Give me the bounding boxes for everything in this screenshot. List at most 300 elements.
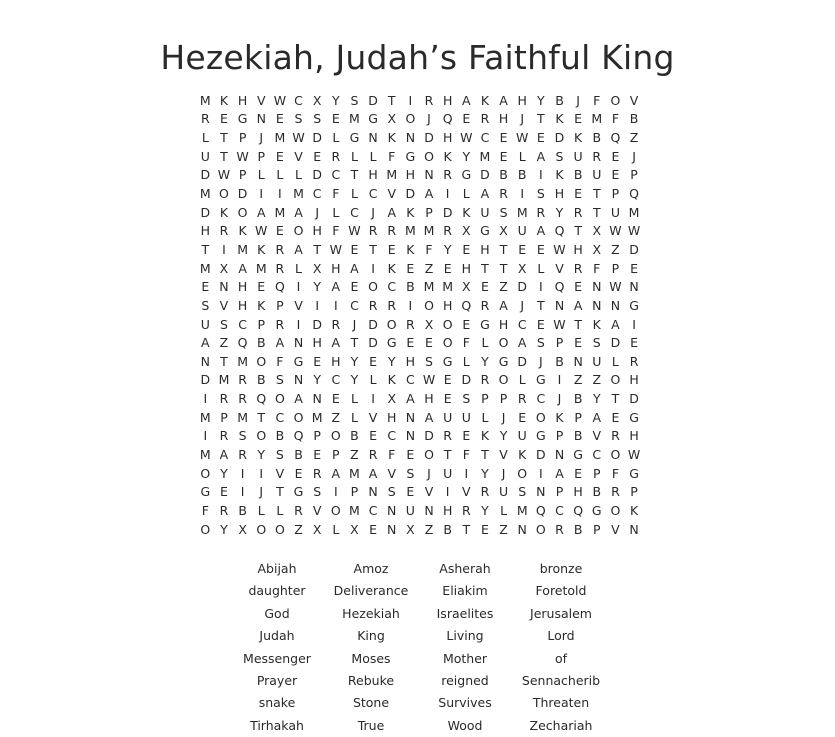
- word-list-item: Judah: [259, 628, 295, 644]
- grid-letter: E: [536, 241, 545, 257]
- grid-letter: U: [461, 409, 471, 425]
- grid-letter: C: [350, 297, 359, 313]
- grid-letter: X: [424, 316, 434, 332]
- grid-letter: D: [554, 130, 565, 146]
- grid-letter: F: [332, 223, 340, 239]
- grid-letter: O: [610, 502, 621, 518]
- grid-letter: O: [498, 372, 509, 388]
- grid-letter: O: [535, 409, 546, 425]
- grid-letter: K: [518, 446, 527, 462]
- grid-letter: S: [592, 335, 601, 351]
- grid-letter: T: [537, 111, 545, 127]
- grid-letter: G: [349, 130, 360, 146]
- grid-letter: X: [406, 521, 415, 537]
- grid-letter: G: [442, 353, 453, 369]
- grid-letter: O: [424, 446, 434, 462]
- grid-letter: F: [388, 446, 396, 462]
- grid-letter: I: [296, 316, 301, 332]
- word-list-item: God: [264, 605, 290, 621]
- grid-letter: I: [203, 391, 208, 407]
- grid-letter: S: [238, 428, 247, 444]
- grid-letter: L: [295, 260, 302, 276]
- grid-letter: K: [257, 241, 266, 257]
- grid-letter: B: [629, 111, 639, 127]
- grid-letter: U: [443, 409, 453, 425]
- grid-letter: H: [498, 316, 509, 332]
- grid-letter: B: [443, 521, 452, 537]
- word-list-item: Stone: [352, 695, 390, 711]
- grid-letter: B: [256, 335, 266, 351]
- grid-letter: E: [275, 223, 284, 239]
- grid-letter: E: [574, 186, 583, 202]
- grid-letter: I: [520, 186, 525, 202]
- grid-letter: R: [480, 111, 490, 127]
- grid-letter: V: [555, 260, 564, 276]
- grid-letter: R: [238, 446, 247, 462]
- grid-letter: M: [199, 260, 211, 276]
- grid-letter: G: [536, 372, 546, 388]
- grid-letter: B: [275, 428, 285, 444]
- grid-letter: B: [256, 372, 266, 388]
- grid-row: [196, 147, 644, 166]
- grid-letter: W: [609, 279, 622, 295]
- grid-letter: S: [406, 465, 415, 481]
- grid-letter: U: [200, 316, 210, 332]
- grid-letter: D: [610, 335, 621, 351]
- grid-letter: Y: [499, 428, 508, 444]
- grid-letter: T: [369, 241, 377, 257]
- grid-letter: K: [406, 204, 415, 220]
- grid-letter: B: [592, 484, 602, 500]
- grid-letter: Z: [573, 372, 583, 388]
- grid-letter: V: [312, 502, 322, 518]
- grid-letter: G: [480, 223, 490, 239]
- grid-letter: M: [423, 223, 435, 239]
- grid-letter: O: [200, 521, 211, 537]
- grid-letter: N: [387, 521, 397, 537]
- grid-letter: N: [200, 353, 210, 369]
- grid-letter: C: [294, 92, 303, 108]
- grid-letter: K: [406, 241, 415, 257]
- grid-letter: D: [312, 316, 322, 332]
- grid-letter: O: [237, 204, 248, 220]
- grid-letter: H: [442, 297, 453, 313]
- grid-letter: B: [573, 167, 583, 183]
- grid-letter: K: [555, 111, 564, 127]
- word-list-item: snake: [258, 695, 296, 711]
- grid-letter: K: [555, 167, 564, 183]
- grid-letter: D: [517, 279, 528, 295]
- grid-letter: M: [591, 111, 603, 127]
- word-list-item: Asherah: [439, 561, 491, 576]
- grid-letter: I: [333, 297, 338, 313]
- grid-letter: M: [218, 372, 230, 388]
- grid-letter: A: [555, 465, 564, 481]
- grid-letter: K: [574, 130, 583, 146]
- grid-letter: X: [387, 391, 397, 407]
- grid-letter: N: [405, 130, 416, 146]
- grid-letter: Z: [592, 372, 602, 388]
- grid-letter: H: [629, 372, 639, 388]
- word-list-item: Lord: [547, 628, 575, 644]
- grid-letter: E: [518, 409, 527, 425]
- grid-letter: H: [554, 186, 565, 202]
- grid-letter: Z: [350, 446, 359, 462]
- grid-letter: P: [257, 148, 266, 164]
- grid-letter: A: [517, 335, 527, 351]
- grid-letter: Z: [424, 521, 434, 537]
- grid-letter: D: [312, 130, 322, 146]
- grid-letter: N: [629, 279, 639, 295]
- grid-letter: N: [536, 484, 546, 500]
- grid-letter: Q: [629, 186, 639, 202]
- grid-letter: O: [610, 372, 621, 388]
- grid-letter: B: [294, 446, 303, 462]
- grid-letter: N: [405, 409, 416, 425]
- grid-letter: B: [555, 353, 564, 369]
- grid-letter: E: [443, 391, 452, 407]
- grid-letter: Y: [592, 391, 601, 407]
- grid-letter: C: [517, 316, 527, 332]
- grid-letter: V: [368, 409, 378, 425]
- grid-letter: M: [199, 409, 211, 425]
- grid-letter: N: [405, 428, 416, 444]
- grid-letter: F: [593, 260, 601, 276]
- grid-letter: R: [368, 297, 378, 313]
- grid-letter: B: [350, 428, 359, 444]
- word-list-item: Hezekiah: [342, 605, 400, 621]
- grid-letter: E: [480, 521, 489, 537]
- grid-letter: F: [332, 186, 340, 202]
- grid-letter: A: [536, 223, 546, 239]
- grid-letter: V: [424, 484, 434, 500]
- grid-letter: F: [593, 92, 601, 108]
- grid-letter: S: [555, 148, 564, 164]
- grid-letter: D: [237, 186, 248, 202]
- grid-letter: O: [405, 111, 416, 127]
- grid-letter: S: [201, 297, 210, 313]
- grid-letter: M: [274, 130, 286, 146]
- grid-letter: T: [462, 521, 471, 537]
- grid-letter: R: [480, 372, 490, 388]
- grid-letter: K: [257, 297, 266, 313]
- grid-letter: M: [423, 279, 435, 295]
- grid-letter: E: [331, 111, 340, 127]
- grid-letter: B: [406, 279, 415, 295]
- grid-letter: T: [574, 223, 582, 239]
- grid-letter: A: [499, 297, 508, 313]
- grid-letter: U: [498, 484, 509, 500]
- grid-letter: I: [259, 465, 264, 481]
- grid-letter: K: [219, 204, 229, 220]
- grid-letter: O: [200, 465, 211, 481]
- grid-letter: I: [539, 167, 543, 183]
- word-list-item: Rebuke: [347, 672, 395, 688]
- grid-letter: M: [349, 465, 360, 481]
- grid-letter: L: [350, 148, 358, 164]
- grid-letter: N: [368, 484, 378, 500]
- grid-letter: H: [424, 391, 434, 407]
- grid-letter: A: [368, 465, 378, 481]
- grid-letter: H: [442, 130, 453, 146]
- grid-letter: X: [499, 223, 508, 239]
- grid-letter: O: [368, 279, 378, 295]
- grid-letter: D: [368, 92, 378, 108]
- letter-grid: [196, 91, 644, 538]
- grid-letter: F: [276, 353, 284, 369]
- grid-letter: C: [368, 186, 378, 202]
- grid-letter: C: [368, 502, 378, 518]
- grid-letter: E: [574, 111, 583, 127]
- grid-letter: A: [201, 335, 210, 351]
- grid-letter: H: [331, 260, 341, 276]
- grid-letter: O: [256, 521, 267, 537]
- grid-letter: T: [276, 484, 284, 500]
- grid-letter: H: [331, 353, 341, 369]
- grid-letter: O: [498, 335, 509, 351]
- grid-letter: N: [368, 130, 378, 146]
- grid-letter: C: [350, 204, 359, 220]
- grid-letter: I: [296, 279, 301, 295]
- grid-letter: P: [313, 428, 321, 444]
- grid-letter: B: [573, 521, 583, 537]
- grid-letter: N: [573, 353, 583, 369]
- grid-letter: J: [259, 484, 264, 500]
- grid-letter: I: [371, 260, 375, 276]
- grid-letter: W: [255, 223, 268, 239]
- grid-letter: E: [462, 316, 471, 332]
- grid-letter: E: [406, 260, 415, 276]
- grid-letter: U: [443, 465, 453, 481]
- grid-letter: M: [293, 186, 304, 202]
- page-title: Hezekiah, Judah’s Faithful King: [160, 38, 675, 77]
- grid-letter: R: [443, 428, 452, 444]
- grid-letter: U: [573, 148, 583, 164]
- grid-letter: A: [331, 465, 341, 481]
- grid-letter: F: [425, 241, 433, 257]
- grid-letter: M: [199, 92, 211, 108]
- grid-letter: E: [369, 353, 378, 369]
- grid-letter: I: [315, 297, 319, 313]
- grid-letter: W: [348, 223, 361, 239]
- grid-letter: O: [535, 521, 546, 537]
- grid-letter: Q: [554, 279, 565, 295]
- grid-letter: Y: [481, 502, 489, 518]
- grid-letter: O: [293, 409, 304, 425]
- grid-letter: A: [406, 391, 415, 407]
- grid-letter: A: [350, 260, 359, 276]
- grid-letter: K: [219, 92, 229, 108]
- grid-letter: V: [611, 521, 620, 537]
- grid-letter: G: [368, 111, 378, 127]
- grid-letter: X: [312, 92, 322, 108]
- grid-letter: R: [461, 502, 471, 518]
- grid-letter: S: [313, 484, 322, 500]
- grid-letter: E: [406, 335, 415, 351]
- grid-letter: D: [480, 167, 490, 183]
- grid-letter: J: [520, 297, 525, 313]
- grid-letter: D: [517, 353, 528, 369]
- grid-letter: S: [387, 484, 396, 500]
- grid-letter: E: [499, 130, 508, 146]
- grid-letter: N: [610, 297, 621, 313]
- grid-letter: R: [368, 223, 378, 239]
- grid-letter: E: [462, 241, 471, 257]
- grid-letter: E: [275, 111, 284, 127]
- grid-letter: H: [237, 297, 248, 313]
- grid-letter: B: [573, 391, 583, 407]
- word-list-item: Abijah: [257, 561, 297, 576]
- grid-letter: D: [424, 428, 434, 444]
- grid-letter: O: [219, 186, 229, 202]
- grid-letter: G: [237, 111, 248, 127]
- grid-letter: T: [574, 316, 582, 332]
- grid-letter: Y: [350, 353, 359, 369]
- grid-letter: M: [442, 279, 454, 295]
- grid-letter: G: [591, 502, 602, 518]
- grid-letter: E: [369, 521, 378, 537]
- grid-letter: L: [462, 353, 470, 369]
- word-list-item: King: [357, 628, 385, 644]
- grid-letter: P: [238, 130, 247, 146]
- grid-letter: R: [331, 148, 341, 164]
- word-list-item: Zechariah: [529, 717, 593, 733]
- word-list-item: Threaten: [532, 695, 590, 711]
- grid-letter: U: [200, 148, 210, 164]
- word-list-item: Living: [446, 628, 484, 644]
- grid-letter: V: [256, 92, 266, 108]
- grid-letter: H: [200, 223, 211, 239]
- grid-letter: M: [199, 446, 211, 462]
- grid-letter: N: [312, 391, 322, 407]
- grid-letter: N: [219, 279, 229, 295]
- grid-letter: E: [536, 130, 545, 146]
- grid-letter: M: [404, 223, 416, 239]
- grid-letter: C: [387, 428, 397, 444]
- grid-letter: J: [539, 353, 543, 369]
- grid-letter: M: [199, 186, 211, 202]
- grid-letter: W: [460, 130, 473, 146]
- grid-letter: Y: [387, 353, 396, 369]
- word-list-item: daughter: [248, 583, 306, 599]
- word-list-item: bronze: [539, 561, 583, 576]
- grid-letter: A: [238, 260, 247, 276]
- grid-letter: Y: [481, 465, 489, 481]
- grid-letter: P: [611, 260, 620, 276]
- grid-letter: A: [499, 92, 508, 108]
- grid-letter: X: [312, 521, 322, 537]
- grid-letter: D: [200, 167, 211, 183]
- grid-letter: E: [201, 279, 210, 295]
- word-list-item: Messenger: [243, 650, 311, 666]
- grid-letter: B: [499, 167, 508, 183]
- grid-letter: L: [481, 409, 489, 425]
- grid-letter: R: [592, 148, 602, 164]
- grid-letter: H: [573, 241, 583, 257]
- grid-letter: R: [238, 391, 247, 407]
- grid-letter: X: [387, 111, 397, 127]
- grid-letter: R: [294, 502, 303, 518]
- grid-letter: M: [479, 148, 491, 164]
- grid-letter: H: [517, 92, 527, 108]
- grid-letter: T: [443, 446, 452, 462]
- grid-letter: E: [220, 111, 228, 127]
- grid-letter: E: [425, 335, 433, 351]
- grid-letter: Z: [294, 521, 303, 537]
- grid-letter: B: [573, 428, 583, 444]
- grid-letter: I: [371, 391, 375, 407]
- grid-letter: P: [630, 484, 638, 500]
- grid-letter: P: [593, 521, 601, 537]
- grid-letter: R: [555, 521, 564, 537]
- grid-letter: T: [611, 391, 620, 407]
- grid-letter: D: [368, 316, 378, 332]
- grid-letter: O: [442, 335, 453, 351]
- grid-letter: U: [517, 223, 527, 239]
- grid-letter: Y: [313, 372, 321, 388]
- grid-letter: H: [237, 92, 248, 108]
- grid-letter: J: [632, 148, 636, 164]
- grid-letter: L: [350, 391, 358, 407]
- grid-letter: A: [275, 335, 285, 351]
- grid-letter: T: [481, 446, 489, 462]
- grid-letter: J: [501, 465, 506, 481]
- grid-letter: E: [443, 372, 452, 388]
- grid-letter: Q: [237, 335, 248, 351]
- grid-letter: N: [424, 502, 434, 518]
- word-list-item: True: [357, 717, 385, 733]
- grid-letter: T: [481, 260, 489, 276]
- grid-letter: S: [219, 316, 228, 332]
- grid-letter: E: [220, 484, 228, 500]
- grid-row: [196, 501, 644, 520]
- grid-letter: R: [629, 353, 639, 369]
- grid-letter: E: [574, 279, 583, 295]
- grid-letter: G: [629, 409, 639, 425]
- grid-letter: R: [275, 241, 285, 257]
- grid-letter: N: [256, 111, 266, 127]
- grid-letter: D: [200, 204, 211, 220]
- grid-letter: S: [462, 391, 471, 407]
- grid-letter: R: [573, 204, 583, 220]
- grid-letter: U: [610, 204, 620, 220]
- grid-letter: H: [237, 279, 248, 295]
- grid-letter: D: [424, 130, 434, 146]
- grid-letter: O: [517, 465, 528, 481]
- grid-row: [196, 464, 644, 483]
- grid-letter: G: [293, 353, 304, 369]
- grid-letter: K: [462, 204, 471, 220]
- grid-letter: K: [387, 130, 396, 146]
- grid-letter: I: [259, 186, 264, 202]
- grid-letter: Y: [313, 279, 321, 295]
- grid-letter: S: [350, 92, 359, 108]
- grid-letter: K: [555, 409, 564, 425]
- grid-letter: W: [236, 148, 249, 164]
- grid-letter: B: [592, 130, 602, 146]
- grid-letter: Z: [499, 279, 508, 295]
- grid-letter: I: [408, 297, 413, 313]
- grid-letter: R: [480, 484, 490, 500]
- grid-letter: R: [611, 484, 620, 500]
- word-list: [230, 558, 610, 737]
- grid-letter: N: [592, 297, 602, 313]
- grid-letter: P: [257, 316, 266, 332]
- grid-letter: R: [443, 223, 452, 239]
- grid-letter: T: [387, 92, 396, 108]
- grid-letter: E: [611, 167, 620, 183]
- grid-letter: A: [331, 335, 341, 351]
